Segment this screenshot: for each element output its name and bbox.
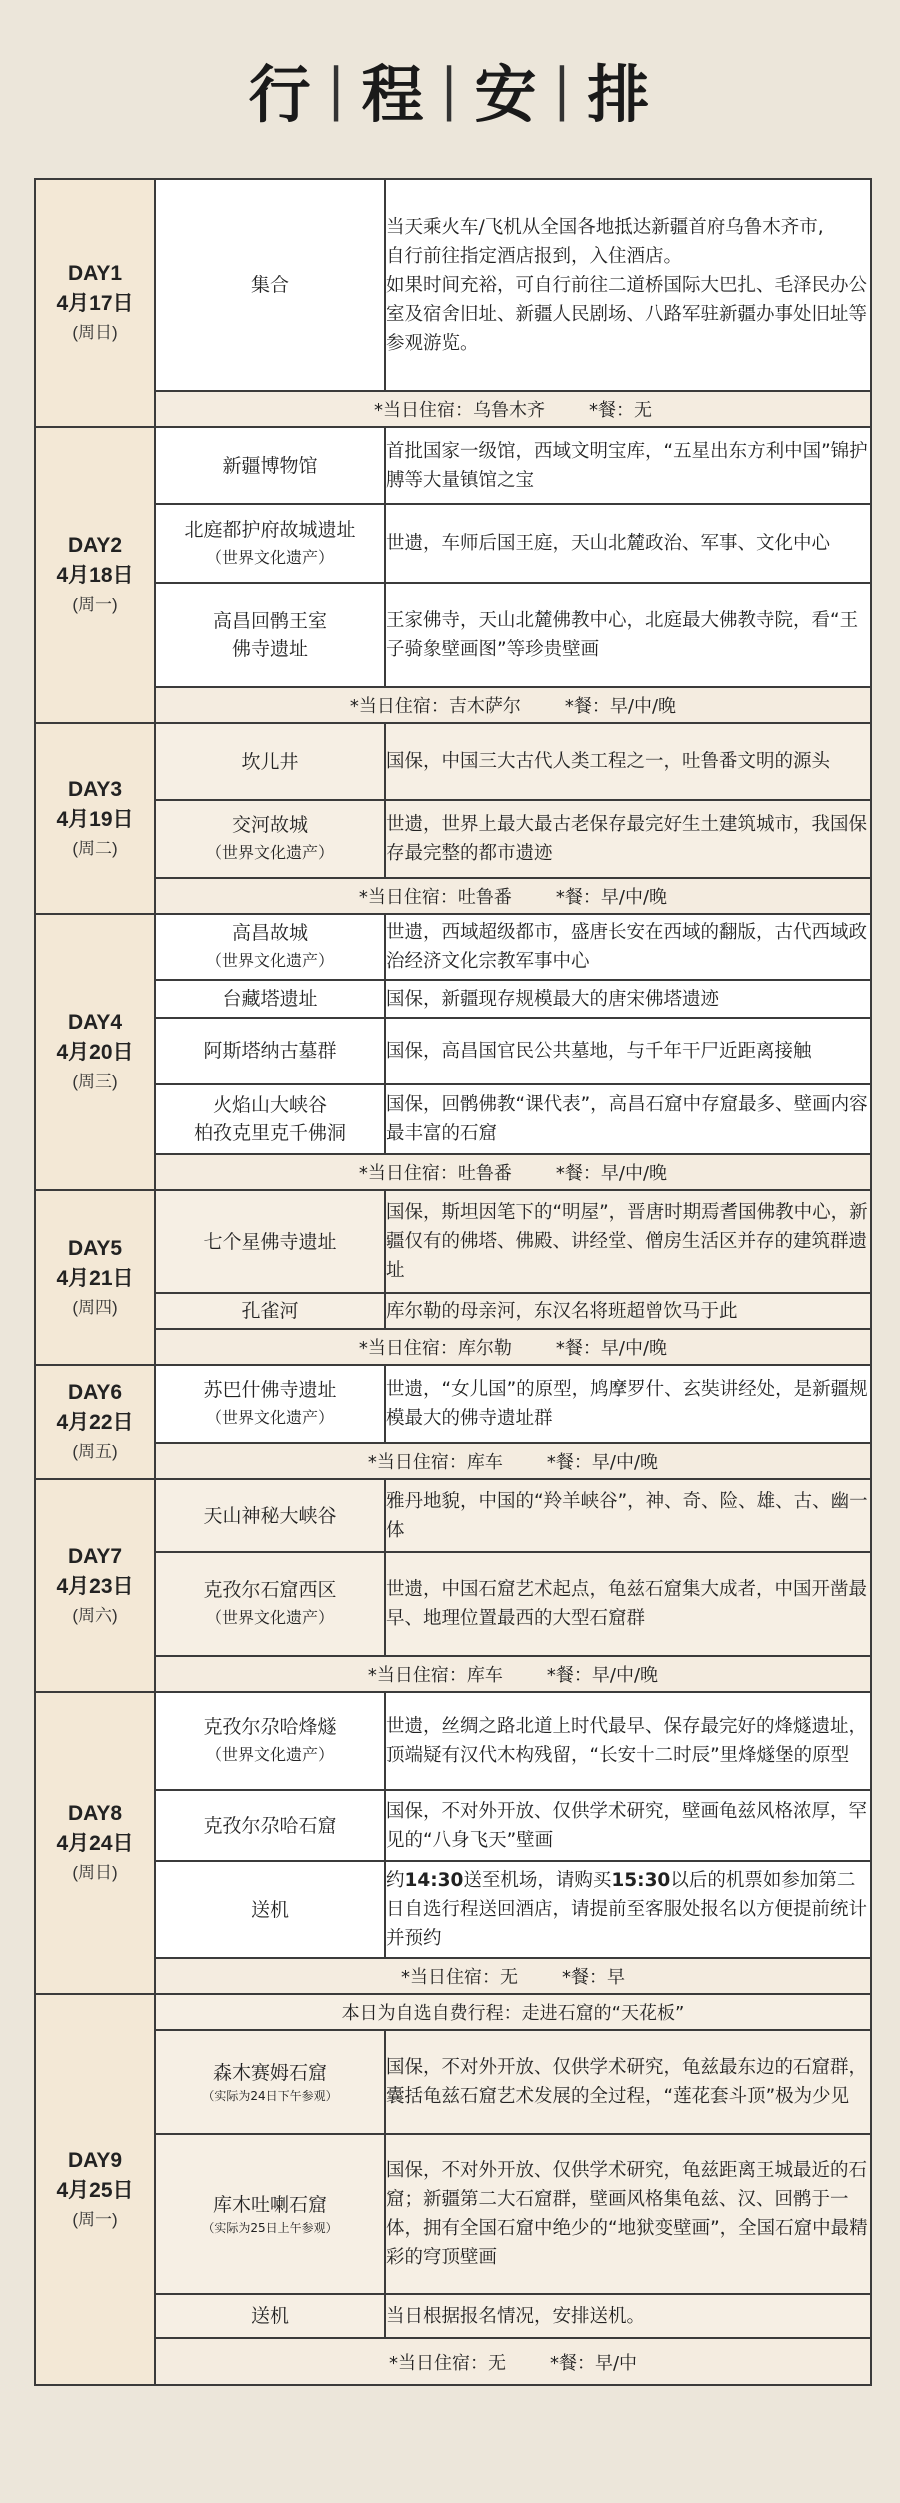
meal-text: *餐：早/中 [549,2352,638,2374]
place-name: 克孜尔尕哈石窟 [203,1814,337,1837]
table-row [35,1994,871,2030]
place-cell [155,2134,385,2294]
place-name: 台藏塔遗址 [222,988,318,1010]
day-weekday: (周二) [72,838,118,858]
description-cell [385,1861,871,1958]
place-name: 高昌回鹘王室 [212,610,327,632]
table-row [35,1552,871,1656]
day-date: 4月18日 [56,564,134,587]
stay-meal-cell [155,878,871,914]
place-cell [155,1692,385,1790]
table-row [35,1479,871,1552]
place-name: 坎儿井 [241,750,299,773]
title-char: 行 [248,57,313,131]
day-cell [35,179,155,427]
description-cell: 国保，不对外开放、仅供学术研究，龟兹距离王城最近的石窟；新疆第二大石窟群，壁画风格集龟兹、汉、回鹘于一体，拥有全国石窟中绝少的“地狱变壁画”，全国石窟中最精彩的穹顶壁画 [385,2134,871,2294]
place-heritage-tag: （世界文化遗产） [205,1408,334,1427]
place-name: 孔雀河 [241,1300,299,1322]
day-number: DAY4 [67,1011,123,1034]
stay-text: *当日住宿：乌鲁木齐 [374,400,545,421]
place-name: 库木吐喇石窟 [212,2194,327,2216]
description-text: 约 [386,1870,405,1891]
place-name: 克孜尔石窟西区 [203,1579,337,1601]
day-cell [35,427,155,723]
meal-text: *餐：早/中/晚 [564,696,677,717]
stay-text: *当日住宿：无 [388,2352,506,2374]
day-cell [35,1994,155,2385]
description-cell: 世遗，中国石窟艺术起点，龟兹石窟集大成者，中国开凿最早、地理位置最西的大型石窟群 [385,1552,871,1656]
description-cell: 世遗，世界上最大最古老保存最完好生土建筑城市，我国保存最完整的都市遗迹 [385,800,871,878]
day-number: DAY2 [67,534,123,557]
place-name: 北庭都护府故城遗址 [184,518,356,541]
table-row [35,1329,871,1365]
stay-text: *当日住宿：无 [401,1967,518,1988]
place-cell [155,980,385,1018]
day-number: DAY5 [67,1236,123,1260]
itinerary-table [34,178,872,2386]
table-row [35,179,871,391]
table-row [35,427,871,504]
place-cell [155,1790,385,1861]
meal-text: *餐：早/中/晚 [555,1163,668,1184]
day-weekday: (周日) [72,323,118,342]
place-cell [155,1018,385,1084]
place-heritage-tag: （世界文化遗产） [205,843,334,862]
table-row [35,2338,871,2385]
title-char: 排 [587,57,652,131]
day-number: DAY9 [67,2148,123,2172]
table-row [35,1293,871,1329]
table-row [35,1692,871,1790]
table-row [35,1154,871,1190]
stay-meal-cell [155,687,871,723]
day-date: 4月21日 [56,1266,134,1290]
place-name: 送机 [250,1898,289,1921]
day-number: DAY1 [67,262,123,285]
table-row [35,391,871,427]
description-cell: 世遗，丝绸之路北道上时代最早、保存最完好的烽燧遗址，顶端疑有汉代木构残留，“长安十二时辰”里烽燧堡的原型 [385,1692,871,1790]
description-cell [385,179,871,391]
description-cell: 国保，不对外开放、仅供学术研究，壁画龟兹风格浓厚，罕见的“八身飞天”壁画 [385,1790,871,1861]
place-name: 火焰山大峡谷 [212,1094,327,1116]
title-divider: | [326,56,348,122]
place-name-line2: 柏孜克里克千佛洞 [193,1122,346,1144]
title-char: 程 [361,57,426,131]
day-date: 4月23日 [56,1574,134,1598]
place-cell [155,504,385,583]
place-name: 苏巴什佛寺遗址 [203,1379,337,1401]
day-number: DAY6 [67,1381,123,1404]
day-cell [35,1692,155,1994]
place-name: 集合 [250,274,289,296]
meal-text: *餐：早/中/晚 [555,887,668,908]
day-number: DAY7 [67,1544,123,1568]
day-weekday: (周五) [72,1442,118,1461]
meal-text: *餐：早 [562,1967,625,1988]
description-cell: 国保，高昌国官民公共墓地，与千年干尸近距离接触 [385,1018,871,1084]
place-cell [155,914,385,980]
table-row [35,878,871,914]
description-cell: 世遗，车师后国王庭，天山北麓政治、军事、文化中心 [385,504,871,583]
table-row [35,1656,871,1692]
description-cell: 国保，回鹘佛教“课代表”，高昌石窟中存窟最多、壁画内容最丰富的石窟 [385,1084,871,1154]
place-cell [155,1293,385,1329]
place-cell [155,1084,385,1154]
place-cell [155,800,385,878]
day-weekday: (周四) [72,1297,118,1317]
stay-text: *当日住宿：吐鲁番 [358,1163,512,1184]
stay-text: *当日住宿：库尔勒 [358,1338,512,1359]
day-date: 4月19日 [56,807,134,831]
visit-time-note: （实际为25日上午参观） [202,2221,338,2235]
description-line: 自行前往指定酒店报到，入住酒店。 [386,245,683,267]
title-divider: | [552,56,574,122]
place-name: 送机 [250,2305,289,2327]
place-cell [155,1861,385,1958]
place-cell [155,1479,385,1552]
departure-time: 14:30 [404,1870,464,1891]
visit-time-note: （实际为24日下午参观） [202,2089,338,2103]
day-date: 4月17日 [56,292,134,315]
title-char: 安 [474,57,539,131]
table-row [35,687,871,723]
day-weekday: (周一) [72,2209,118,2229]
place-heritage-tag: （世界文化遗产） [205,547,334,567]
day-date: 4月25日 [56,2178,134,2202]
stay-meal-cell [155,1329,871,1365]
meal-text: *餐：早/中/晚 [546,1665,659,1686]
table-row [35,1190,871,1293]
stay-meal-cell [155,2338,871,2385]
description-text: 以后的机票如参加第二日自选行程送回酒店，请提前至客服处报名以方便提前统计并预约 [386,1870,868,1949]
stay-meal-cell [155,1154,871,1190]
table-row [35,914,871,980]
day-weekday: (周日) [72,1863,118,1882]
table-row [35,723,871,800]
day-number: DAY3 [67,777,123,801]
place-cell [155,723,385,800]
description-cell: 首批国家一级馆，西域文明宝库，“五星出东方利中国”锦护膊等大量镇馆之宝 [385,427,871,504]
day-cell [35,1190,155,1365]
table-row [35,1443,871,1479]
place-heritage-tag: （世界文化遗产） [205,951,334,970]
stay-meal-cell [155,1443,871,1479]
day-date: 4月20日 [56,1041,134,1064]
place-cell [155,2030,385,2134]
description-cell: 当日根据报名情况，安排送机。 [385,2294,871,2338]
description-cell: 国保，斯坦因笔下的“明屋”，晋唐时期焉耆国佛教中心，新疆仅有的佛塔、佛殿、讲经堂、僧房生活区并存的建筑群遗址 [385,1190,871,1293]
table-row [35,583,871,687]
table-row [35,1365,871,1443]
day-date: 4月24日 [56,1832,134,1855]
description-cell: 国保，新疆现存规模最大的唐宋佛塔遗迹 [385,980,871,1018]
day-weekday: (周三) [72,1072,118,1091]
place-cell [155,2294,385,2338]
table-row [35,1790,871,1861]
table-row [35,2030,871,2134]
place-cell [155,583,385,687]
place-name: 交河故城 [231,814,308,836]
day-date: 4月22日 [56,1411,134,1434]
description-line: 当天乘火车/飞机从全国各地抵达新疆首府乌鲁木齐市, [386,216,824,238]
table-row [35,1084,871,1154]
place-name: 天山神秘大峡谷 [203,1504,337,1527]
description-cell: 国保，不对外开放、仅供学术研究，龟兹最东边的石窟群，囊括龟兹石窟艺术发展的全过程，“莲花套斗顶”极为少见 [385,2030,871,2134]
day-weekday: (周一) [72,595,118,614]
description-line: 如果时间充裕，可自行前往二道桥国际大巴扎、毛泽民办公室及宿舍旧址、新疆人民剧场、八路军驻新疆办事处旧址等参观游览。 [386,274,868,354]
place-cell [155,1365,385,1443]
day-cell [35,1479,155,1692]
place-name: 阿斯塔纳古墓群 [203,1040,337,1062]
place-name: 七个星佛寺遗址 [203,1230,337,1253]
optional-tour-header: 本日为自选自费行程：走进石窟的“天花板” [155,1994,871,2030]
description-cell: 世遗，“女儿国”的原型，鸠摩罗什、玄奘讲经处，是新疆规模最大的佛寺遗址群 [385,1365,871,1443]
place-cell [155,179,385,391]
table-row [35,800,871,878]
title-divider: | [439,56,461,122]
stay-meal-cell [155,391,871,427]
table-row [35,2134,871,2294]
table-row [35,1018,871,1084]
place-heritage-tag: （世界文化遗产） [205,1608,334,1627]
stay-meal-cell [155,1958,871,1994]
stay-text: *当日住宿：吉木萨尔 [349,696,521,717]
description-text: 送至机场，请购买 [463,1870,612,1891]
day-cell [35,914,155,1190]
table-row [35,980,871,1018]
day-cell [35,723,155,914]
place-heritage-tag: （世界文化遗产） [205,1745,334,1764]
table-row [35,1958,871,1994]
description-cell: 雅丹地貌，中国的“羚羊峡谷”，神、奇、险、雄、古、幽一体 [385,1479,871,1552]
place-name-line2: 佛寺遗址 [231,638,308,660]
meal-text: *餐：无 [589,400,652,421]
place-name: 森木赛姆石窟 [212,2062,327,2084]
day-cell [35,1365,155,1479]
place-name: 克孜尔尕哈烽燧 [203,1716,337,1738]
place-cell [155,427,385,504]
page-title [0,0,900,178]
stay-meal-cell [155,1656,871,1692]
stay-text: *当日住宿：库车 [367,1665,503,1686]
place-name: 新疆博物馆 [222,454,318,477]
place-name: 高昌故城 [231,922,308,944]
table-row [35,2294,871,2338]
stay-text: *当日住宿：库车 [367,1452,503,1473]
description-cell: 世遗，西域超级都市，盛唐长安在西域的翻版，古代西域政治经济文化宗教军事中心 [385,914,871,980]
day-weekday: (周六) [72,1605,118,1625]
table-row [35,504,871,583]
stay-text: *当日住宿：吐鲁番 [358,887,512,908]
description-cell: 国保，中国三大古代人类工程之一，吐鲁番文明的源头 [385,723,871,800]
description-cell: 库尔勒的母亲河，东汉名将班超曾饮马于此 [385,1293,871,1329]
meal-text: *餐：早/中/晚 [555,1338,668,1359]
place-cell [155,1552,385,1656]
description-cell: 王家佛寺，天山北麓佛教中心，北庭最大佛教寺院，看“王子骑象壁画图”等珍贵壁画 [385,583,871,687]
table-row [35,1861,871,1958]
day-number: DAY8 [67,1802,123,1825]
flight-time: 15:30 [611,1870,671,1891]
place-cell [155,1190,385,1293]
meal-text: *餐：早/中/晚 [546,1452,659,1473]
